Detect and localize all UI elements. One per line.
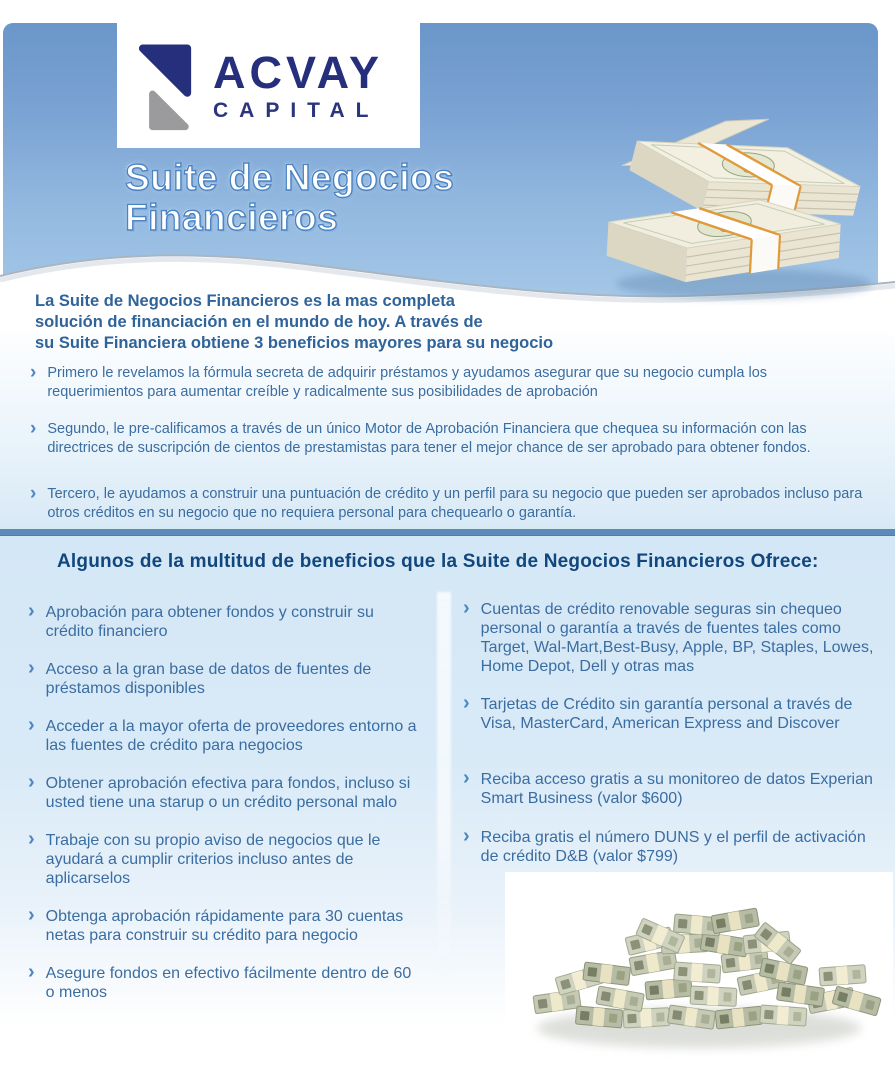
acvay-logo-icon (137, 43, 195, 135)
list-item (28, 828, 438, 888)
intro-paragraph (35, 291, 553, 354)
list-item (463, 767, 883, 808)
list-item (28, 771, 438, 812)
benefit-text: Obtenga aprobación rápidamente para 30 cuentas netas para construir su crédito para negocio (45, 908, 404, 944)
list-item (463, 825, 883, 866)
benefit-text: Acceder a la mayor oferta de proveedores entorno a las fuentes de crédito para negocios (45, 718, 417, 754)
list-item (30, 420, 870, 458)
list-item (30, 364, 870, 402)
benefit-text: Obtener aprobación efectiva para fondos, incluso si usted tiene una starup o un crédito personal malo (45, 775, 411, 811)
benefits-left-column (28, 600, 438, 1021)
benefit-text: Tarjetas de Crédito sin garantía personal a través de Visa, MasterCard, American Express and Discover (480, 696, 853, 732)
intro-line1: La Suite de Negocios Financieros es la mas completa (35, 292, 455, 310)
chevron-bullet-icon: › (28, 828, 35, 850)
chevron-bullet-icon: › (463, 692, 470, 714)
benefit-text: Reciba acceso gratis a su monitoreo de datos Experian Smart Business (valor $600) (480, 771, 873, 807)
intro-line3: su Suite Financiera obtiene 3 beneficios mayores para su negocio (35, 334, 554, 352)
page-title-line2: Financieros (125, 197, 339, 238)
list-item (28, 657, 438, 698)
top-bullet-list (30, 364, 870, 541)
benefits-heading: Algunos de la multitud de beneficios que la Suite de Negocios Financieros Ofrece: (57, 551, 819, 572)
benefit-text: Reciba gratis el número DUNS y el perfil de activación de crédito D&B (valor $799) (480, 829, 866, 865)
list-item (28, 714, 438, 755)
intro-line2: solución de financiación en el mundo de hoy. A través de (35, 313, 483, 331)
brand-name: ACVAY (213, 46, 384, 98)
list-item (28, 961, 438, 1002)
chevron-bullet-icon: › (463, 597, 470, 619)
bullet-text: Primero le revelamos la fórmula secreta de adquirir préstamos y ayudamos asegurar que su negocio cumpla los requerimientos para aumentar creíble y radicalmente sus posibilidades de aprobación (47, 365, 768, 400)
bullet-text: Tercero, le ayudamos a construir una puntuación de crédito y un perfil para su negocio que pueden ser aprobados incluso para otros créditos en su negocio que no requiera personal para chequearlo o garantía. (47, 486, 863, 521)
list-item (28, 904, 438, 945)
money-stacks-image (592, 90, 892, 305)
chevron-bullet-icon: › (30, 362, 37, 383)
logo-text (213, 46, 384, 123)
bullet-text: Segundo, le pre-calificamos a través de un único Motor de Aprobación Financiera que chequea su información con las directrices de suscripción de cientos de prestamistas para tener el mejor chance de ser aprobado para obtener fondos. (47, 421, 811, 456)
chevron-bullet-icon: › (28, 904, 35, 926)
list-item (28, 600, 438, 641)
chevron-bullet-icon: › (28, 961, 35, 983)
list-item (463, 597, 883, 676)
benefit-text: Cuentas de crédito renovable seguras sin chequeo personal o garantía a través de fuentes tales como Target, Wal-Mart,Best-Busy, Apple, BP, Staples, Lowes, Home Depot, Dell y otras mas (480, 601, 874, 675)
benefit-text: Asegure fondos en efectivo fácilmente dentro de 60 o menos (45, 965, 412, 1001)
benefit-text: Trabaje con su propio aviso de negocios que le ayudará a cumplir criterios incluso antes de aplicarselos (45, 832, 381, 887)
money-pile-image (515, 878, 883, 1058)
chevron-bullet-icon: › (30, 418, 37, 439)
chevron-bullet-icon: › (28, 714, 35, 736)
logo-card (117, 23, 420, 148)
page-title (125, 158, 454, 238)
list-item (30, 485, 870, 523)
list-item (463, 692, 883, 733)
column-separator (437, 592, 451, 984)
chevron-bullet-icon: › (28, 771, 35, 793)
brand-subtitle: CAPITAL (213, 98, 380, 122)
chevron-bullet-icon: › (30, 483, 37, 504)
benefits-right-column (463, 597, 883, 885)
benefit-text: Acceso a la gran base de datos de fuentes de préstamos disponibles (45, 661, 372, 697)
chevron-bullet-icon: › (463, 767, 470, 789)
chevron-bullet-icon: › (463, 825, 470, 847)
chevron-bullet-icon: › (28, 657, 35, 679)
benefit-text: Aprobación para obtener fondos y construir su crédito financiero (45, 604, 374, 640)
page-title-line1: Suite de Negocios (125, 157, 455, 198)
chevron-bullet-icon: › (28, 600, 35, 622)
